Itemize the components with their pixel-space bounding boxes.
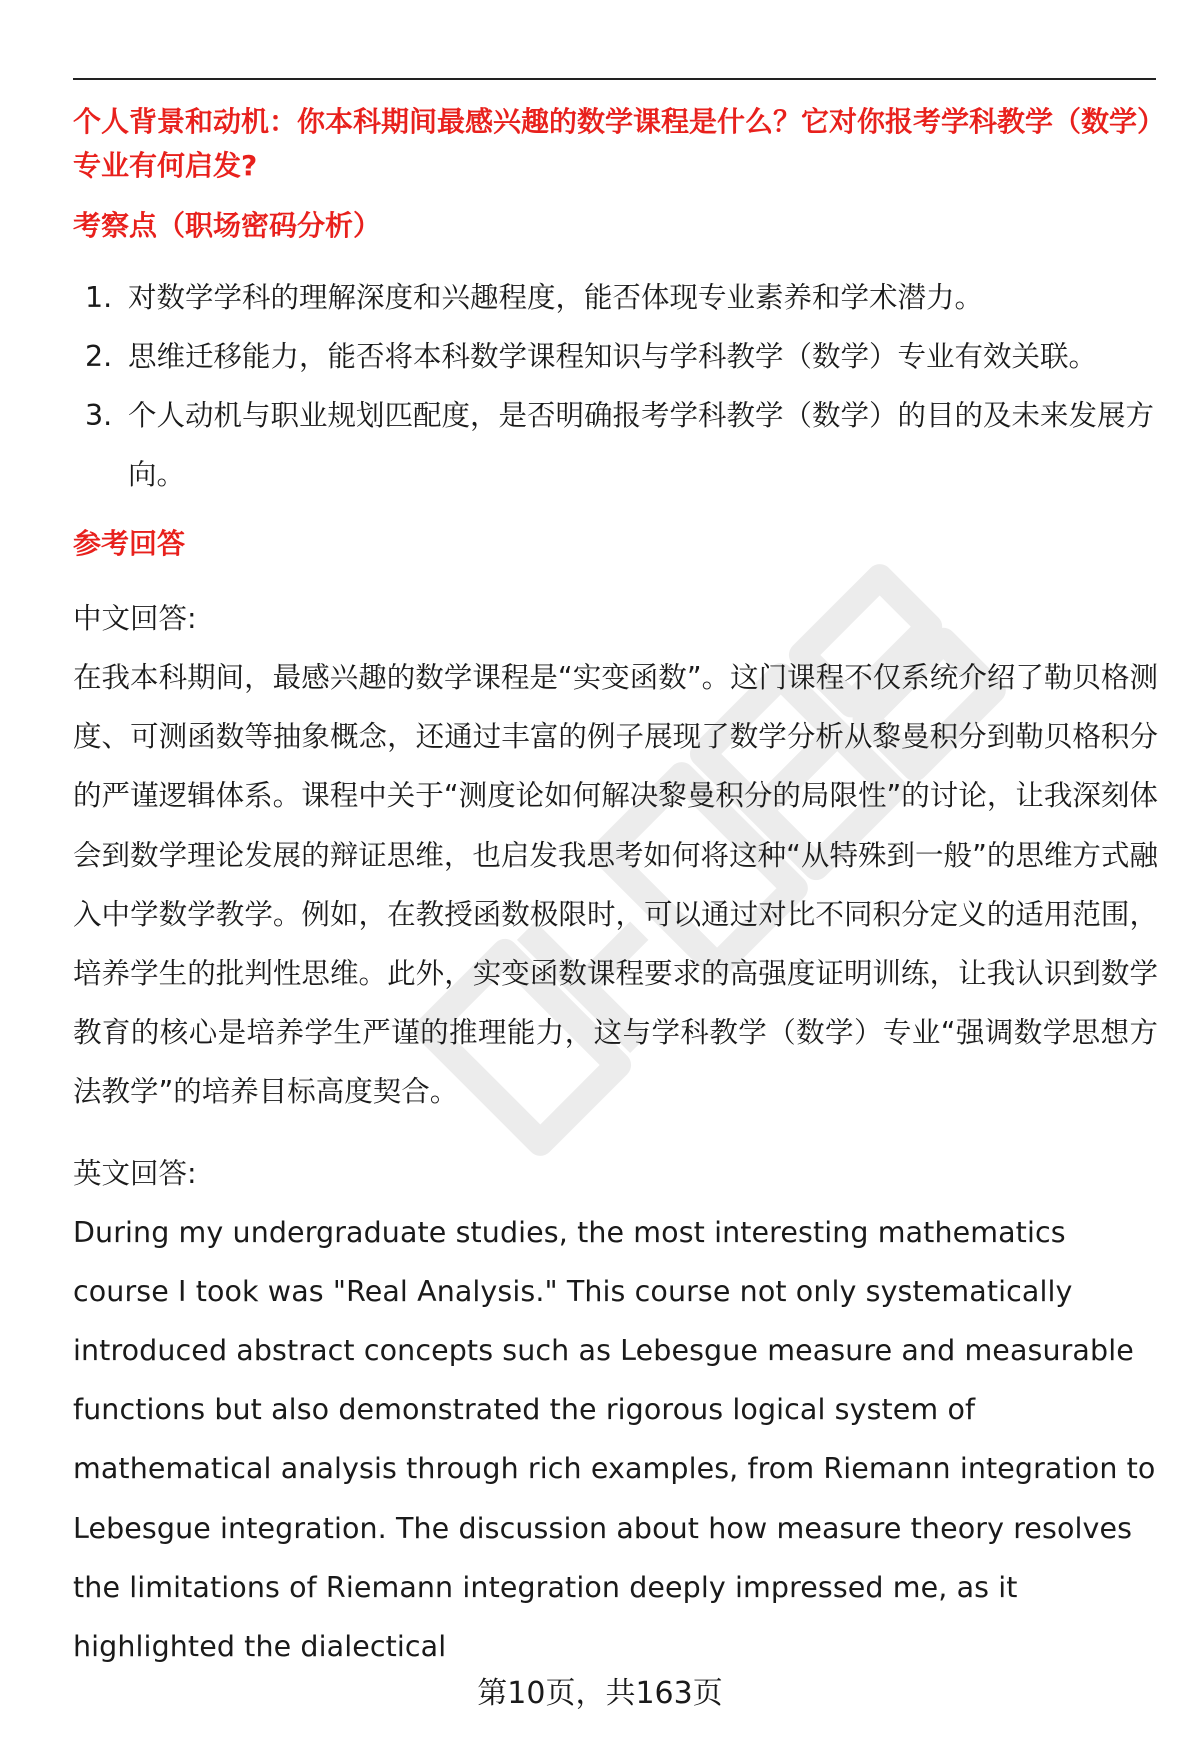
- list-item-text: 对数学学科的理解深度和兴趣程度，能否体现专业素养和学术潜力。: [128, 281, 984, 314]
- english-answer-label: 英文回答:: [73, 1156, 197, 1190]
- list-item: [73, 327, 1158, 386]
- exam-points-heading: 考察点（职场密码分析）: [73, 209, 382, 242]
- english-answer-paragraph: During my undergraduate studies, the most interesting mathematics course I took was "Real Analysis." This course not only systematically introduced abstract concepts such as Lebesgue measure and measurable functions but also demonstrated the rigorous logical system of mathematical analysis through rich examples, from Riemann integration to Lebesgue integration. The discussion about how measure theory resolves the limitations of Riemann integration deeply impressed me, as it highlighted the dialectical: [73, 1215, 1156, 1664]
- list-item-text: 个人动机与职业规划匹配度，是否明确报考学科教学（数学）的目的及未来发展方向。: [128, 399, 1155, 491]
- question-heading: 个人背景和动机：你本科期间最感兴趣的数学课程是什么？它对你报考学科教学（数学）专业有何启发?: [73, 105, 1152, 182]
- list-item-number: 2.: [85, 340, 113, 373]
- list-item: [73, 386, 1158, 504]
- header-rule: [73, 78, 1156, 80]
- list-item-text: 思维迁移能力，能否将本科数学课程知识与学科教学（数学）专业有效关联。: [128, 340, 1098, 373]
- reference-answer-heading: 参考回答: [73, 527, 186, 560]
- list-item-number: 1.: [85, 281, 113, 314]
- chinese-answer-label: 中文回答:: [73, 602, 197, 635]
- page-number-footer: 第10页，共163页: [477, 1676, 723, 1711]
- document-body: [73, 100, 1158, 1676]
- chinese-answer-paragraph: 在我本科期间，最感兴趣的数学课程是“实变函数”。这门课程不仅系统介绍了勒贝格测度、可测函数等抽象概念，还通过丰富的例子展现了数学分析从黎曼积分到勒贝格积分的严谨逻辑体系。课程中关于“测度论如何解决黎曼积分的局限性”的讨论，让我深刻体会到数学理论发展的辩证思维，也启发我思考如何将这种“从特殊到一般”的思维方式融入中学数学教学。例如，在教授函数极限时，可以通过对比不同积分定义的适用范围，培养学生的批判性思维。此外，实变函数课程要求的高强度证明训练，让我认识到数学教育的核心是培养学生严谨的推理能力，这与学科教学（数学）专业“强调数学思想方法教学”的培养目标高度契合。: [73, 661, 1158, 1109]
- exam-points-list: [73, 268, 1158, 504]
- list-item: [73, 268, 1158, 327]
- list-item-number: 3.: [85, 399, 113, 432]
